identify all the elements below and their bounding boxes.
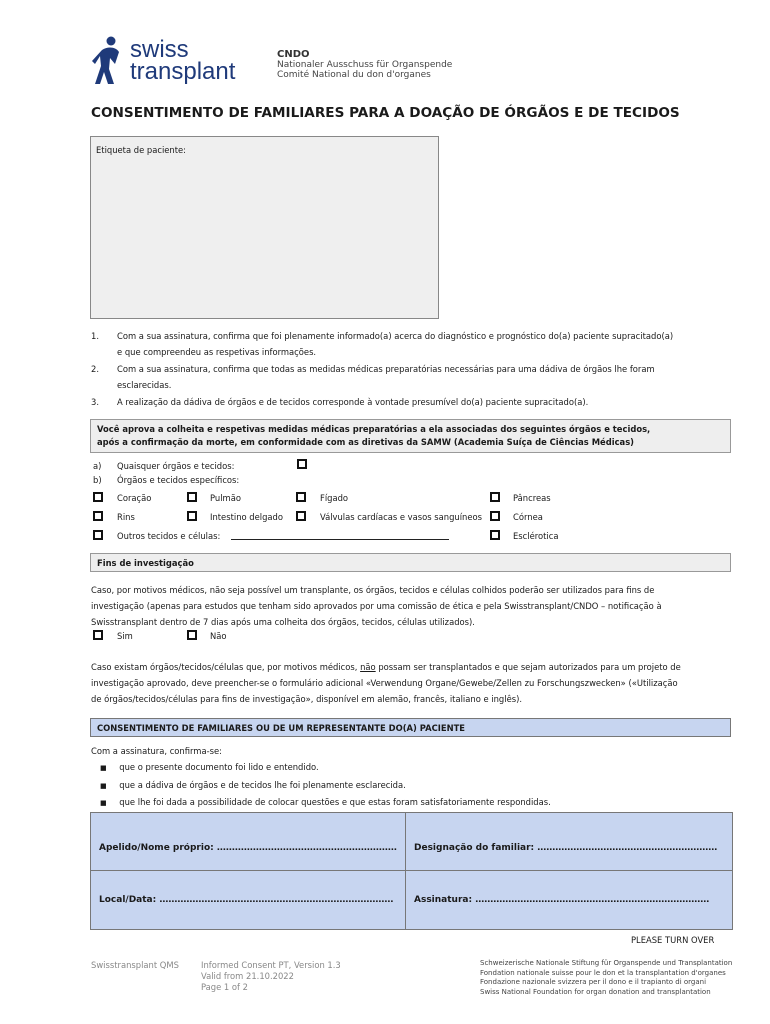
heart-checkbox[interactable] — [93, 492, 103, 502]
research-no-checkbox[interactable] — [187, 630, 197, 640]
statement-text: e que compreendeu as respetivas informações. — [117, 347, 317, 357]
research-line: investigação (apenas para estudos que tenham sido aprovados por uma comissão de ética e pela Swisstransplant/CNDO – notificação à — [91, 601, 662, 611]
other-tissues-label: Outros tecidos e células: — [117, 531, 221, 541]
heart-label: Coração — [117, 493, 152, 503]
research-add-text: possam ser transplantados e que sejam autorizados para um projeto de — [375, 662, 681, 672]
pancreas-checkbox[interactable] — [490, 492, 500, 502]
heart-valves-label: Válvulas cardíacas e vasos sanguíneos — [320, 512, 482, 522]
statement-number: 3. — [91, 397, 99, 407]
please-turn-over: PLEASE TURN OVER — [631, 935, 715, 945]
option-b-text: Órgãos e tecidos específicos: — [117, 475, 240, 485]
research-add-text: Caso existam órgãos/tecidos/células que, por motivos médicos, — [91, 662, 361, 672]
patient-label-caption: Etiqueta de paciente: — [96, 145, 186, 155]
bullet-icon: ■ — [100, 764, 107, 772]
small-intestine-checkbox[interactable] — [187, 511, 197, 521]
footer-right-line: Swiss National Foundation for organ donation and transplantation — [480, 987, 711, 996]
kidneys-checkbox[interactable] — [93, 511, 103, 521]
lung-checkbox[interactable] — [187, 492, 197, 502]
research-heading: Fins de investigação — [97, 558, 194, 568]
cornea-label: Córnea — [513, 512, 543, 522]
cndo-line-1: Nationaler Ausschuss für Organspende — [277, 60, 453, 70]
consent-bullet-1 — [100, 762, 319, 772]
footer-right-line: Schweizerische Nationale Stiftung für Organspende und Transplantation — [480, 959, 733, 967]
small-intestine-label: Intestino delgado — [210, 512, 283, 522]
research-yes-checkbox[interactable] — [93, 630, 103, 640]
signature-field[interactable]: Assinatura: …………………………………………………………………… — [414, 895, 710, 905]
cndo-title: CNDO — [277, 49, 310, 60]
research-yes-label: Sim — [117, 631, 133, 641]
option-a-text: Quaisquer órgãos e tecidos: — [117, 461, 235, 471]
sclera-checkbox[interactable] — [490, 530, 500, 540]
any-organs-checkbox[interactable] — [297, 459, 307, 469]
logo-line-2: transplant — [130, 58, 236, 85]
research-heading-box — [90, 553, 731, 572]
statement-text: Com a sua assinatura, confirma que foi plenamente informado(a) acerca do diagnóstico e prognóstico do(a) paciente supracitado(a) — [117, 331, 674, 341]
option-a-label: a) — [93, 461, 102, 471]
footer-valid: Valid from 21.10.2022 — [201, 971, 294, 981]
signature-grid — [90, 812, 733, 930]
sclera-label: Esclérotica — [513, 531, 559, 541]
research-add-line: de órgãos/tecidos/células para fins de investigação», disponível em alemão, francês, italiano e inglês). — [91, 694, 523, 704]
place-date-field[interactable]: Local/Data: …………………………………………………………………… — [99, 895, 394, 905]
bullet-text: que a dádiva de órgãos e de tecidos lhe foi plenamente esclarecida. — [119, 780, 406, 790]
logo — [90, 36, 260, 88]
cornea-checkbox[interactable] — [490, 511, 500, 521]
footer-right-line: Fondation nationale suisse pour le don et la transplantation d'organes — [480, 968, 726, 977]
approval-line-2: após a confirmação da morte, em conformidade com as diretivas da SAMW (Academia Suíça de Ciências Médicas) — [97, 437, 635, 447]
statement-text: esclarecidas. — [117, 380, 172, 390]
bullet-icon: ■ — [100, 799, 107, 807]
research-line: Caso, por motivos médicos, não seja possível um transplante, os órgãos, tecidos e células colhidos poderão ser utilizados para fins de — [91, 585, 655, 595]
statement-text: Com a sua assinatura, confirma que todas as medidas médicas preparatórias necessárias para uma dádiva de órgãos lhe foram — [117, 364, 655, 374]
research-line: Swisstransplant dentro de 7 dias após uma colheita dos órgãos, tecidos, células utilizados). — [91, 617, 475, 627]
consent-heading-box — [90, 718, 731, 737]
bullet-text: que o presente documento foi lido e entendido. — [119, 762, 319, 772]
other-tissues-checkbox[interactable] — [93, 530, 103, 540]
lung-label: Pulmão — [210, 493, 241, 503]
logo-line-1: swiss — [130, 36, 189, 63]
page-title: CONSENTIMENTO DE FAMILIARES PARA A DOAÇÃO DE ÓRGÃOS E DE TECIDOS — [91, 105, 680, 121]
grid-divider-horizontal — [91, 870, 732, 871]
name-field[interactable]: Apelido/Nome próprio: …………………………………………………… — [99, 843, 397, 853]
designation-field[interactable]: Designação do familiar: …………………………………………………… — [414, 843, 718, 853]
approval-box — [90, 419, 731, 453]
statement-2 — [91, 361, 731, 393]
consent-intro: Com a assinatura, confirma-se: — [91, 746, 222, 756]
consent-heading: CONSENTIMENTO DE FAMILIARES OU DE UM REPRESENTANTE DO(A) PACIENTE — [97, 723, 466, 733]
statement-number: 1. — [91, 331, 99, 341]
bullet-icon: ■ — [100, 782, 107, 790]
research-no-label: Não — [210, 631, 227, 641]
bullet-text: que lhe foi dada a possibilidade de colocar questões e que estas foram satisfatoriamente respondidas. — [119, 797, 551, 807]
statement-number: 2. — [91, 364, 99, 374]
cndo-block — [277, 49, 452, 80]
patient-label-box — [90, 136, 439, 319]
footer-doc-info — [201, 960, 341, 993]
research-paragraph — [91, 582, 731, 630]
liver-checkbox[interactable] — [296, 492, 306, 502]
footer-page: Page 1 of 2 — [201, 982, 248, 992]
consent-bullet-2 — [100, 780, 406, 790]
statement-1 — [91, 328, 731, 360]
kidneys-label: Rins — [117, 512, 135, 522]
footer-doc: Informed Consent PT, Version 1.3 — [201, 960, 341, 970]
research-add-underlined: não — [360, 662, 376, 672]
pancreas-label: Pâncreas — [513, 493, 551, 503]
statement-text: A realização da dádiva de órgãos e de tecidos corresponde à vontade presumível do(a) paciente supracitado(a). — [117, 397, 589, 407]
research-add-line: investigação aprovado, deve preencher-se o formulário adicional «Verwendung Organe/Gewebe/Zellen zu Forschungszwecken» («Utilização — [91, 678, 678, 688]
cndo-line-2: Comité National du don d'organes — [277, 70, 431, 80]
footer-foundation — [480, 959, 740, 997]
liver-label: Fígado — [320, 493, 349, 503]
other-tissues-input-line[interactable] — [231, 539, 449, 540]
research-additional-paragraph — [91, 659, 731, 707]
statement-3 — [91, 394, 731, 410]
swisstransplant-figure-icon — [90, 36, 124, 86]
heart-valves-checkbox[interactable] — [296, 511, 306, 521]
approval-line-1: Você aprova a colheita e respetivas medidas médicas preparatórias a ela associadas dos seguintes órgãos e tecidos, — [97, 424, 651, 434]
option-b-label: b) — [93, 475, 102, 485]
footer-right-line: Fondazione nazionale svizzera per il dono e il trapianto di organi — [480, 978, 707, 987]
consent-bullet-3 — [100, 797, 551, 807]
grid-divider-vertical — [405, 813, 406, 929]
footer-org: Swisstransplant QMS — [91, 960, 179, 970]
